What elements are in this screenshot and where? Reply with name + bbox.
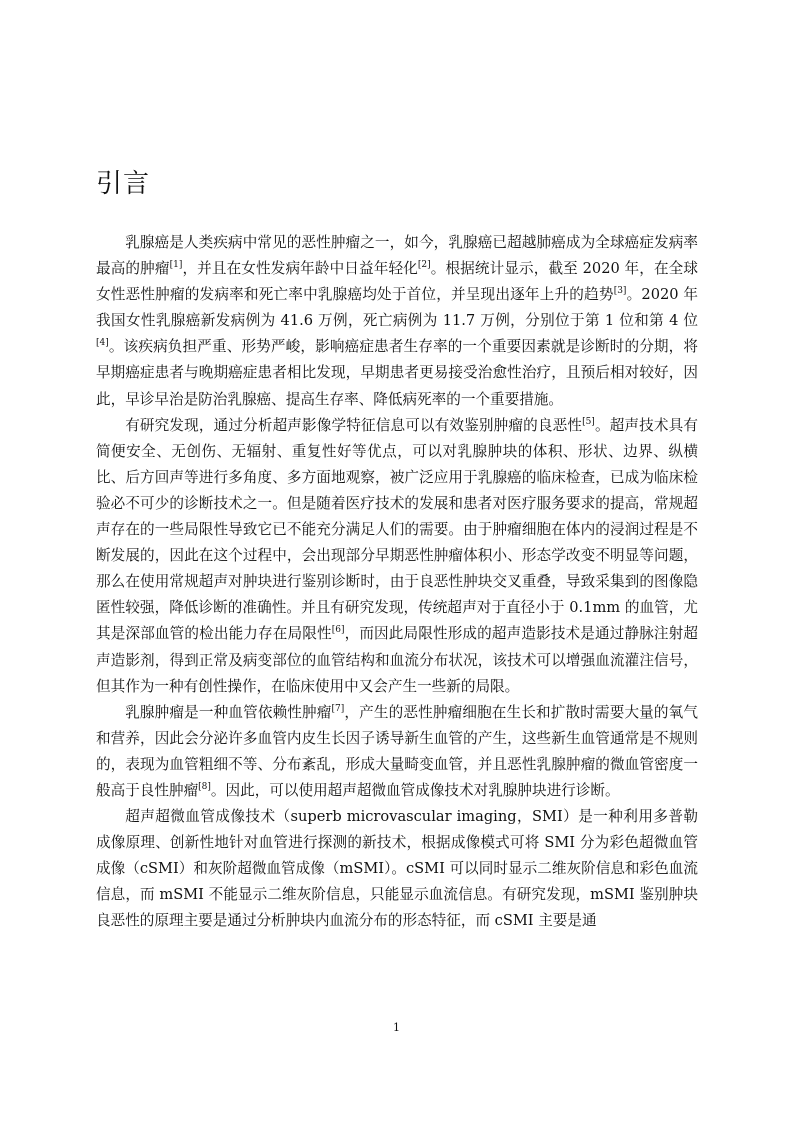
text-run: 。2020 年我国女性乳腺癌新发病例为 41.6 万例，死亡病例为 11.7 万例，分别位于第 1 位和第 4 位	[96, 286, 698, 330]
text-run: ，产生的恶性肿瘤细胞在生长和扩散时需要大量的氧气和营养，因此会分泌许多血管内皮生长因子诱导新生血管的产生，这些新生血管通常是不规则的，表现为血管粗细不等、分布紊乱，形成大量畸变血管，并且恶性乳腺肿瘤的微血管密度一般高于良性肿瘤	[96, 703, 698, 799]
citation-ref: [7]	[331, 703, 345, 714]
citation-ref: [1]	[169, 260, 183, 271]
citation-ref: [2]	[417, 260, 431, 271]
text-run: 有研究发现，通过分析超声影像学特征信息可以有效鉴别肿瘤的良恶性	[125, 416, 583, 434]
paragraph	[96, 804, 698, 934]
body-text	[96, 230, 698, 935]
citation-ref: [5]	[582, 416, 595, 427]
text-run: 。根据统计显示，截至 2020 年，在全球女性恶性肿瘤的发病率和死亡率中乳腺癌均处于首位，并呈现出逐年上升的趋势	[96, 260, 698, 304]
page-number: 1	[393, 1021, 400, 1034]
paragraph	[96, 700, 698, 804]
text-run: 乳腺肿瘤是一种血管依赖性肿瘤	[125, 703, 332, 721]
text-run: 。因此，可以使用超声超微血管成像技术对乳腺肿块进行诊断。	[210, 781, 620, 799]
text-run: 。超声技术具有简便安全、无创伤、无辐射、重复性好等优点，可以对乳腺肿块的体积、形状、边界、纵横比、后方回声等进行多角度、多方面地观察，被广泛应用于乳腺癌的临床检查，已成为临床检验必不可少的诊断技术之一。但是随着医疗技术的发展和患者对医疗服务要求的提高，常规超声存在的一些局限性导致它已不能充分满足人们的需要。由于肿瘤细胞在体内的浸润过程是不断发展的，因此在这个过程中，会出现部分早期恶性肿瘤体积小、形态学改变不明显等问题，那么在使用常规超声对肿块进行鉴别诊断时，由于良恶性肿块交叉重叠，导致采集到的图像隐匿性较强，降低诊断的准确性。并且有研究发现，传统超声对于直径小于 0.1mm 的血管，尤其是深部血管的检出能力存在局限性	[96, 416, 698, 643]
citation-ref: [6]	[331, 625, 345, 636]
text-run: 超声超微血管成像技术（superb microvascular imaging，SMI）是一种利用多普勒成像原理、创新性地针对血管进行探测的新技术，根据成像模式可将 SMI 分为彩色超微血管成像（cSMI）和灰阶超微血管成像（mSMI）。cSMI 可以同时显示二维灰阶信息和彩色血流信息，而 mSMI 不能显示二维灰阶信息，只能显示血流信息。有研究发现，mSMI 鉴别肿块良恶性的原理主要是通过分析肿块内血流分布的形态特征，而 cSMI 主要是通	[96, 808, 698, 930]
paragraph	[96, 413, 698, 700]
text-run: ，而因此局限性形成的超声造影技术是通过静脉注射超声造影剂，得到正常及病变部位的血管结构和血流分布状况，该技术可以增强血流灌注信号，但其作为一种有创性操作，在临床使用中又会产生一些新的局限。	[96, 625, 698, 695]
paragraph	[96, 230, 698, 413]
citation-ref: [3]	[613, 286, 627, 297]
text-run: 乳腺癌是人类疾病中常见的恶性肿瘤之一，如今，乳腺癌已超越肺癌成为全球癌症发病率最高的肿瘤	[96, 234, 698, 278]
text-run: 。该疾病负担严重、形势严峻，影响癌症患者生存率的一个重要因素就是诊断时的分期，将早期癌症患者与晚期癌症患者相比发现，早期患者更易接受治愈性治疗，且预后相对较好，因此，早诊早治是防治乳腺癌、提高生存率、降低病死率的一个重要措施。	[96, 338, 698, 408]
text-run: ，并且在女性发病年龄中日益年轻化	[182, 260, 418, 278]
citation-ref: [8]	[198, 782, 211, 793]
citation-ref: [4]	[96, 338, 109, 349]
section-heading: 引言	[96, 169, 151, 199]
